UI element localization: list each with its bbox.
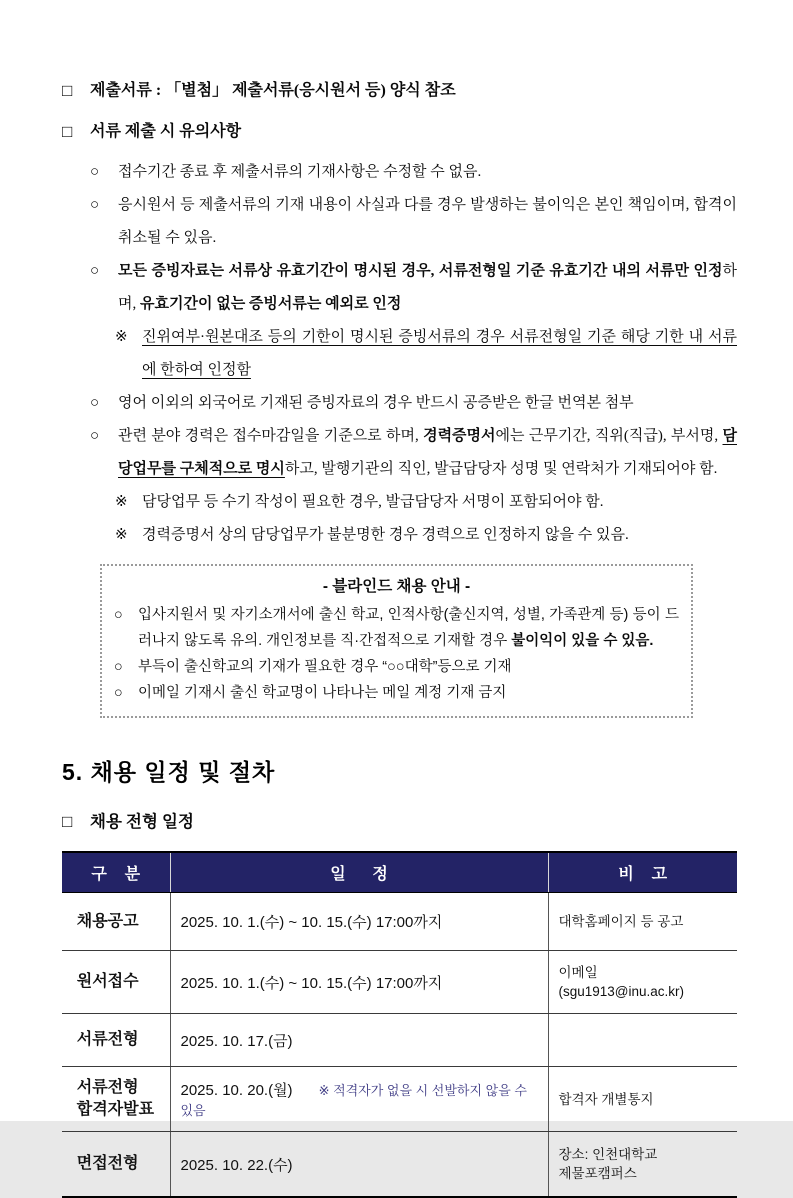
remark-line: (sgu1913@inu.ac.kr) [558,984,685,999]
remark-line: 합격자 개별통지 [558,1091,654,1107]
notice-text [118,420,737,486]
row-schedule-cell [170,1132,548,1198]
table-row [62,1067,737,1132]
blind-box-item [114,602,679,654]
circle-bullet-icon: ○ [90,428,100,444]
text-segment: 불이익이 있을 수 있음. [511,633,654,649]
notice-list [62,74,737,552]
row-label-cell [62,1014,170,1067]
blind-box-title: - 블라인드 채용 안내 - [322,578,471,595]
text-segment: 진위여부·원본대조 등의 기한이 명시된 증빙서류의 경우 서류전형일 기준 해당 기한 내 서류에 한하여 인정함 [142,329,737,378]
text-segment: 접수기간 종료 후 제출서류의 기재사항은 수정할 수 없음. [118,164,482,180]
circle-bullet-icon: ○ [90,164,100,180]
row-remark-cell [548,1014,737,1067]
circle-bullet-icon: ○ [114,607,123,623]
row-schedule-cell [170,1067,548,1132]
row-remark-cell [548,1067,737,1132]
row-label-cell [62,1132,170,1198]
remark-line: 제물포캠퍼스 [558,1166,637,1181]
notice-text [90,74,737,107]
row-label-line: 서류전형 [76,1079,139,1096]
schedule-date-note: ※ 적격자가 없을 시 선발하지 않을 수 있음 [180,1083,527,1118]
row-remark-cell [548,1132,737,1198]
row-schedule-cell [170,1014,548,1067]
notice-text [90,115,737,148]
schedule-date: 2025. 10. 1.(수) ~ 10. 15.(수) 17:00까지 [180,914,443,931]
circle-bullet-icon: ○ [114,659,123,675]
blind-box-item [114,680,679,706]
table-header-cell: 구 분 [62,852,170,893]
table-header-cell: 비 고 [548,852,737,893]
row-label-cell [62,951,170,1014]
table-row [62,951,737,1014]
schedule-date: 2025. 10. 17.(금) [180,1032,293,1050]
row-label-line: 서류전형 [76,1031,139,1048]
text-segment: 경력증명서 [423,428,496,444]
circle-bullet-icon: ○ [90,197,100,213]
schedule-date: 2025. 10. 22.(수) [180,1156,293,1174]
text-segment: 입사지원서 및 자기소개서에 출신 학교, 인적사항(출신지역, 성별, 가족관계 등) 등이 드러나지 않도록 유의. 개인정보를 직·간접적으로 기재할 경우 [138,607,679,649]
text-segment: 모든 증빙자료는 서류상 유효기간이 명시된 경우, 서류전형일 기준 유효기간 내의 서류만 인정 [118,263,723,279]
text-segment: 응시원서 등 제출서류의 기재 내용이 사실과 다를 경우 발생하는 불이익은 본인 책임이며, 합격이 취소될 수 있음. [118,197,737,246]
row-schedule-cell [170,951,548,1014]
table-row [62,1132,737,1198]
notice-item [62,420,737,486]
row-label-cell [62,1067,170,1132]
square-bullet-icon: □ [62,812,73,831]
text-segment: 담당업무를 구체적으로 명시 [118,428,737,477]
blind-box-items [114,602,679,706]
notice-text [142,486,737,519]
notice-item [62,255,737,321]
notice-item [62,321,737,387]
square-bullet-icon: □ [62,122,73,141]
blind-box-item-text [138,680,679,706]
square-bullet-icon: □ [62,81,73,100]
text-segment: 하고, 발행기관의 직인, 발급담당자 성명 및 연락처가 기재되어야 함. [284,461,718,477]
schedule-table-header [62,852,737,893]
text-segment: 서류 제출 시 유의사항 [90,123,242,140]
text-segment: 담당업무 등 수기 작성이 필요한 경우, 발급담당자 서명이 포함되어야 함. [142,494,604,510]
text-segment: 관련 분야 경력은 접수마감일을 기준으로 하며, [118,428,424,444]
text-segment: 영어 이외의 외국어로 기재된 증빙자료의 경우 반드시 공증받은 한글 번역본 첨부 [118,395,634,411]
remark-line: 이메일 [558,965,598,980]
circle-bullet-icon: ○ [114,685,123,701]
reference-mark-icon: ※ [115,527,128,543]
notice-item [62,387,737,420]
notice-text [118,387,737,420]
remark-line: 대학홈페이지 등 공고 [558,914,684,929]
notice-text [142,321,737,387]
notice-text [118,156,737,189]
text-segment: 제출서류 : 「별첨」 제출서류(응시원서 등) 양식 참조 [90,82,456,99]
notice-item [62,115,737,148]
schedule-subheading [62,807,737,837]
schedule-date: 2025. 10. 20.(월) [180,1082,293,1099]
text-segment: 에는 근무기간, 직위(직급), 부서명, [495,428,723,444]
blind-box-item-text [138,602,679,654]
text-segment: 하며, [118,263,737,312]
circle-bullet-icon: ○ [90,263,100,279]
row-label-line: 채용공고 [76,912,139,930]
text-segment: 이메일 기재시 출신 학교명이 나타나는 메일 계정 기재 금지 [138,685,507,701]
section-heading: 5. 채용 일정 및 절차 [62,759,276,785]
remark-line: 장소: 인천대학교 [558,1147,658,1162]
notice-item [62,156,737,189]
reference-mark-icon: ※ [115,494,128,510]
row-label-line: 합격자발표 [76,1101,155,1118]
notice-text [118,189,737,255]
row-label-line: 면접전형 [76,1155,139,1172]
schedule-date: 2025. 10. 1.(수) ~ 10. 15.(수) 17:00까지 [180,974,443,992]
notice-item [62,519,737,552]
row-remark-cell [548,951,737,1014]
blind-box-item [114,654,679,680]
notice-item [62,74,737,107]
blind-box-item-text [138,654,679,680]
circle-bullet-icon: ○ [90,395,100,411]
table-row [62,1014,737,1067]
text-segment: 부득이 출신학교의 기재가 필요한 경우 “○○대학”등으로 기재 [138,659,512,675]
notice-text [118,255,737,321]
table-header-cell: 일 정 [170,852,548,893]
row-label-cell [62,893,170,951]
row-remark-cell [548,893,737,951]
notice-item [62,486,737,519]
reference-mark-icon: ※ [115,329,128,345]
table-row [62,893,737,951]
schedule-table [62,851,737,1198]
notice-text [142,519,737,552]
row-label-line: 원서접수 [76,973,139,990]
text-segment: 유효기간이 없는 증빙서류는 예외로 인정 [140,296,402,312]
schedule-subheading-label: 채용 전형 일정 [90,812,194,831]
blind-hiring-box [100,564,693,718]
row-schedule-cell [170,893,548,951]
notice-item [62,189,737,255]
text-segment: 경력증명서 상의 담당업무가 불분명한 경우 경력으로 인정하지 않을 수 있음. [142,527,629,543]
